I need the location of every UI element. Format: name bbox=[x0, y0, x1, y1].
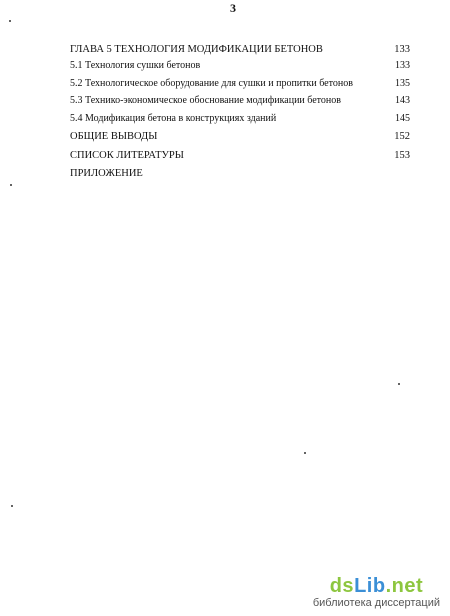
toc-entry-title: ГЛАВА 5 ТЕХНОЛОГИЯ МОДИФИКАЦИИ БЕТОНОВ bbox=[70, 44, 323, 55]
toc-entry-page: 152 bbox=[394, 131, 410, 142]
toc-entry-page: 145 bbox=[395, 113, 410, 124]
toc-entry-title: 5.2 Технологическое оборудование для сушки и пропитки бетонов bbox=[70, 78, 353, 89]
toc-entry-page: 133 bbox=[394, 44, 410, 55]
toc-entry-references bbox=[70, 148, 410, 164]
logo-net: .net bbox=[385, 575, 424, 597]
watermark-logo bbox=[313, 575, 440, 597]
toc-entry-chapter-5 bbox=[70, 42, 410, 58]
scan-speck bbox=[398, 383, 400, 385]
toc-entry-general-conclusions bbox=[70, 129, 410, 145]
toc-entry-5-3 bbox=[70, 93, 410, 109]
toc-entry-title: ОБЩИЕ ВЫВОДЫ bbox=[70, 131, 158, 142]
toc-entry-page: 135 bbox=[395, 78, 410, 89]
toc-entry-title: 5.4 Модификация бетона в конструкциях зданий bbox=[70, 113, 277, 124]
scan-speck bbox=[10, 184, 12, 186]
logo-lib: Lib bbox=[354, 575, 386, 597]
scan-speck bbox=[11, 505, 13, 507]
toc-entry-title: СПИСОК ЛИТЕРАТУРЫ bbox=[70, 150, 184, 161]
toc-entry-title: ПРИЛОЖЕНИЕ bbox=[70, 168, 143, 179]
scan-speck bbox=[304, 452, 306, 454]
toc-entry-page: 143 bbox=[395, 95, 410, 106]
logo-ds: ds bbox=[329, 575, 355, 597]
toc-entry-page: 153 bbox=[394, 150, 410, 161]
toc-entry-title: 5.3 Технико-экономическое обоснование модификации бетонов bbox=[70, 95, 341, 106]
page-number: 3 bbox=[230, 1, 236, 15]
scan-speck bbox=[9, 20, 11, 22]
toc-entry-5-4 bbox=[70, 111, 410, 127]
toc-entry-5-2 bbox=[70, 76, 410, 92]
toc-entry-page: 133 bbox=[395, 60, 410, 71]
watermark-tagline: библиотека диссертаций bbox=[312, 597, 440, 609]
toc-entry-title: 5.1 Технология сушки бетонов bbox=[70, 60, 201, 71]
watermark bbox=[313, 575, 440, 610]
toc-entry-appendix bbox=[70, 166, 410, 182]
toc-entry-5-1 bbox=[70, 58, 410, 74]
